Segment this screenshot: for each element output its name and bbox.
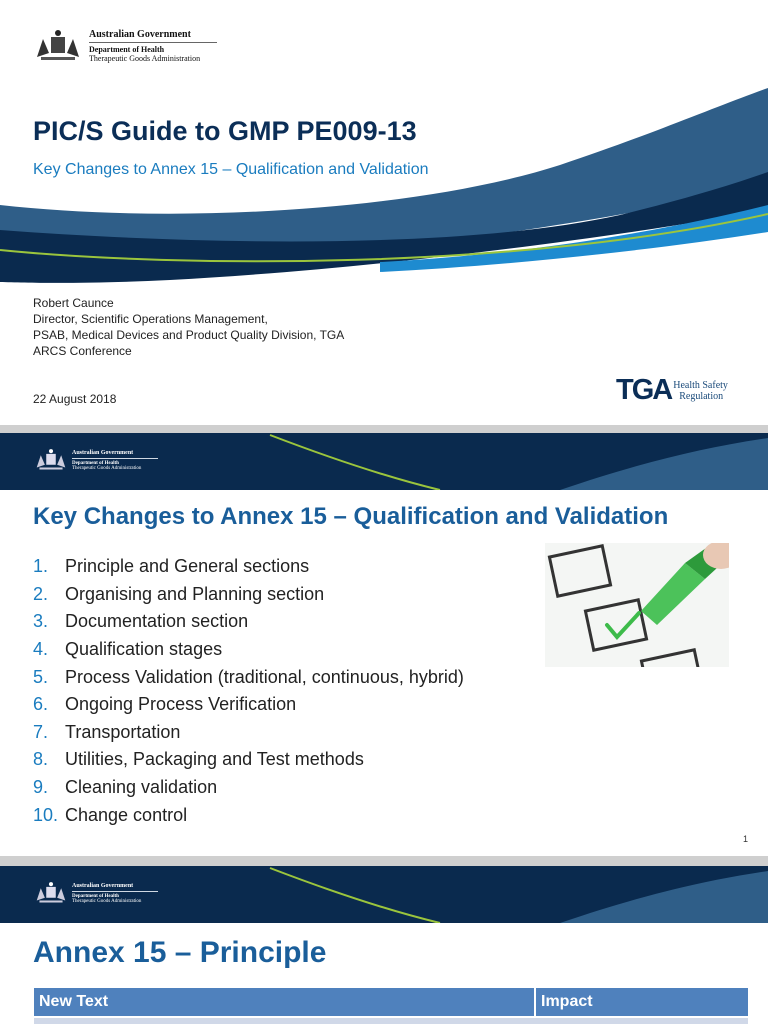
list-number: 1. — [33, 556, 49, 577]
coat-of-arms-icon — [34, 447, 68, 473]
title-slide — [0, 0, 768, 425]
table-header — [34, 988, 748, 1016]
list-text: Organising and Planning section — [65, 583, 325, 604]
list-item — [33, 553, 464, 581]
slide-header-banner — [0, 433, 768, 490]
tga-mark: TGA — [616, 374, 672, 406]
tga-logo — [616, 374, 728, 407]
header-line2: Department of Health — [89, 45, 165, 54]
list-text: Qualification stages — [65, 639, 223, 660]
tga-tagline-1: Health Safety — [673, 379, 728, 391]
page-number: 1 — [742, 834, 748, 844]
list-text: Ongoing Process Verification — [65, 694, 297, 715]
principle-slide — [0, 866, 768, 1024]
author-name: Robert Caunce — [33, 296, 114, 310]
slide-divider — [0, 856, 768, 866]
list-item — [33, 581, 464, 609]
list-item — [33, 746, 464, 774]
header-line2: Department of Health — [72, 893, 119, 899]
list-text: Principle and General sections — [65, 556, 310, 577]
tga-tagline-2: Regulation — [679, 390, 724, 402]
list-number: 9. — [33, 777, 49, 798]
slide-divider — [0, 425, 768, 433]
slide2-title: Key Changes to Annex 15 – Qualification and Validation — [33, 503, 669, 530]
list-number: 6. — [33, 694, 49, 715]
list-number: 2. — [33, 583, 49, 604]
slide1-title: PIC/S Guide to GMP PE009-13 — [33, 116, 417, 146]
list-item — [33, 663, 464, 691]
author-event: ARCS Conference — [33, 344, 132, 358]
header-line1: Australian Government — [89, 29, 217, 43]
header-line1: Australian Government — [72, 883, 158, 892]
list-item — [33, 691, 464, 719]
author-division: PSAB, Medical Devices and Product Quality Division, TGA — [33, 328, 345, 342]
slide1-subtitle: Key Changes to Annex 15 – Qualification and Validation — [33, 161, 429, 178]
list-text: Transportation — [65, 721, 181, 742]
list-number: 5. — [33, 666, 49, 687]
changes-list — [33, 553, 464, 829]
coat-of-arms-icon — [34, 880, 68, 906]
banner-government-logo — [34, 880, 158, 906]
header-line2: Department of Health — [72, 460, 119, 466]
list-item — [33, 636, 464, 664]
government-logo — [33, 27, 217, 65]
list-text: Utilities, Packaging and Test methods — [65, 749, 364, 770]
coat-of-arms-icon — [33, 27, 83, 65]
list-text: Change control — [65, 804, 188, 825]
list-text: Cleaning validation — [65, 777, 218, 798]
column-header-new-text: New Text — [34, 988, 536, 1016]
changes-table — [34, 988, 748, 1024]
list-number: 10. — [33, 804, 59, 825]
author-block — [33, 295, 344, 359]
header-line3: Therapeutic Goods Administration — [72, 898, 142, 904]
list-item — [33, 608, 464, 636]
list-item — [33, 801, 464, 829]
checklist-image — [545, 543, 729, 667]
banner-government-logo — [34, 447, 158, 473]
header-line3: Therapeutic Goods Administration — [72, 465, 142, 471]
header-line1: Australian Government — [72, 450, 158, 459]
table-row — [34, 1016, 748, 1024]
key-changes-slide — [0, 433, 768, 856]
header-line3: Therapeutic Goods Administration — [89, 54, 201, 63]
list-number: 8. — [33, 749, 49, 770]
column-header-impact: Impact — [541, 993, 593, 1010]
list-text: Documentation section — [65, 611, 249, 632]
slide3-title: Annex 15 – Principle — [33, 936, 327, 969]
author-role: Director, Scientific Operations Management, — [33, 312, 268, 326]
list-text: Process Validation (traditional, continuous, hybrid) — [65, 666, 464, 687]
list-number: 7. — [33, 721, 49, 742]
slide-header-banner — [0, 866, 768, 923]
list-number: 3. — [33, 611, 49, 632]
presentation-date: 22 August 2018 — [33, 392, 117, 406]
list-item — [33, 719, 464, 747]
list-item — [33, 774, 464, 802]
list-number: 4. — [33, 639, 49, 660]
